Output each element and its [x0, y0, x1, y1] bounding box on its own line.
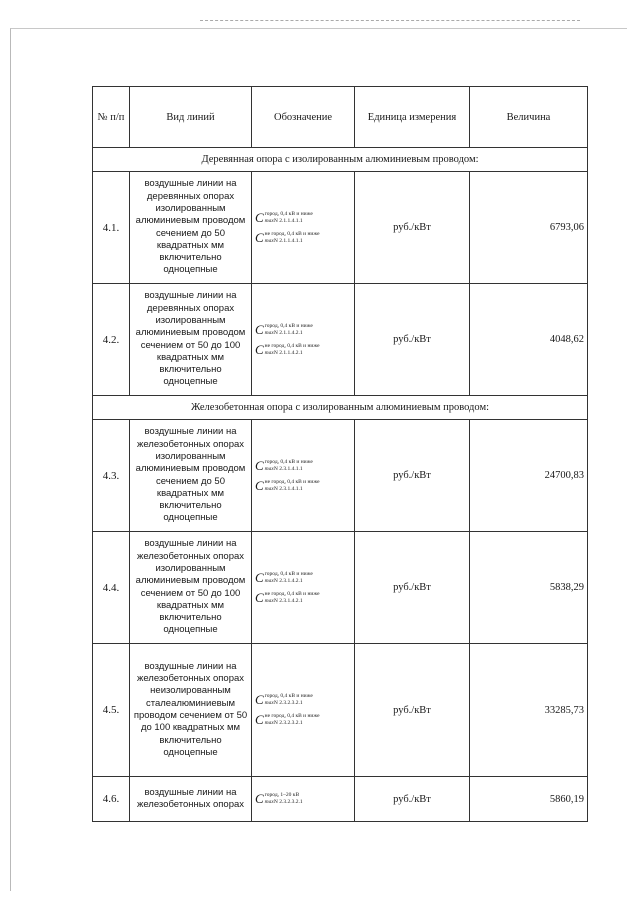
header-num: № п/п	[93, 87, 130, 148]
formula-subscript-max: max	[264, 700, 274, 706]
formula-subscript	[265, 350, 320, 357]
table-row	[93, 420, 588, 532]
formula-superscript: не город, 0,4 кВ и ниже	[264, 342, 320, 349]
designation-formula	[255, 231, 351, 245]
formula-subscript-max: max	[264, 329, 274, 336]
section-row	[93, 148, 588, 172]
formula-subscript-code: N 2.1.1.4.2.1	[273, 349, 303, 356]
row-value: 5860,19	[470, 777, 588, 822]
row-unit: руб./кВт	[355, 777, 470, 822]
row-value: 6793,06	[470, 172, 588, 284]
row-description: воздушные линии на железобетонных опорах изолированным алюминиевым проводом сечением от 50 до 100 квадратных мм включительно одноцепные	[130, 532, 252, 644]
row-designation	[252, 532, 355, 644]
table-row	[93, 284, 588, 396]
row-num: 4.5.	[93, 644, 130, 777]
row-designation	[252, 644, 355, 777]
table-row	[93, 172, 588, 284]
formula-subscript-max: max	[264, 597, 274, 604]
formula-symbol: C	[255, 589, 264, 605]
designation-formula	[255, 459, 351, 473]
formula-superscript: не город, 0,4 кВ и ниже	[264, 230, 320, 237]
formula-superscript: не город, 0,4 кВ и ниже	[264, 478, 320, 485]
designation-formula	[255, 479, 351, 493]
header-designation: Обозначение	[252, 87, 355, 148]
row-unit: руб./кВт	[355, 532, 470, 644]
row-description: воздушные линии на железобетонных опорах неизолированным сталеалюминиевым проводом сечением от 50 до 100 квадратных мм включительно одноцепные	[130, 644, 252, 777]
section-title: Деревянная опора с изолированным алюминиевым проводом:	[93, 148, 588, 172]
table-row	[93, 644, 588, 777]
designation-formula	[255, 323, 351, 337]
formula-subscript-code: N 2.3.2.3.2.1	[273, 700, 303, 706]
header-unit: Единица измерения	[355, 87, 470, 148]
row-designation	[252, 284, 355, 396]
formula-superscript: город, 0,4 кВ и ниже	[264, 322, 313, 329]
formula-subscript-code: N 2.3.1.4.2.1	[273, 597, 303, 604]
row-unit: руб./кВт	[355, 420, 470, 532]
formula-subscript	[265, 238, 320, 245]
table-row	[93, 777, 588, 822]
row-unit: руб./кВт	[355, 284, 470, 396]
formula-subscript	[265, 720, 320, 727]
designation-formula	[255, 211, 351, 225]
designation-formula	[255, 571, 351, 585]
row-num: 4.6.	[93, 777, 130, 822]
row-value: 33285,73	[470, 644, 588, 777]
formula-superscript: не город, 0,4 кВ и ниже	[264, 713, 320, 719]
section-row	[93, 396, 588, 420]
formula-subscript-max: max	[264, 217, 274, 224]
formula-subscript	[265, 218, 313, 225]
formula-symbol: C	[255, 457, 264, 473]
tariff-table	[92, 86, 588, 822]
designation-formula	[255, 693, 351, 707]
formula-superscript: город, 0,4 кВ и ниже	[264, 570, 313, 577]
row-designation	[252, 777, 355, 822]
formula-subscript-code: N 2.1.1.4.1.1	[273, 237, 303, 244]
row-unit: руб./кВт	[355, 172, 470, 284]
designation-formula	[255, 591, 351, 605]
formula-subscript-code: N 2.3.1.4.2.1	[273, 577, 303, 584]
table-row	[93, 532, 588, 644]
formula-superscript: город, 0,4 кВ и ниже	[264, 458, 313, 465]
row-designation	[252, 172, 355, 284]
formula-symbol: C	[255, 209, 264, 225]
table-header	[93, 87, 588, 148]
formula-subscript-code: N 2.3.1.4.1.1	[273, 485, 303, 492]
row-num: 4.2.	[93, 284, 130, 396]
formula-superscript: город, 0,4 кВ и ниже	[264, 693, 313, 699]
formula-subscript-code: N 2.1.1.4.1.1	[273, 217, 303, 224]
formula-subscript-max: max	[264, 485, 274, 492]
formula-subscript	[265, 598, 320, 605]
row-designation	[252, 420, 355, 532]
formula-subscript-code: N 2.3.2.3.2.1	[273, 720, 303, 726]
row-description: воздушные линии на деревянных опорах изолированным алюминиевым проводом сечением до 50 квадратных мм включительно одноцепные	[130, 172, 252, 284]
row-value: 24700,83	[470, 420, 588, 532]
formula-symbol: C	[255, 477, 264, 493]
formula-subscript	[265, 330, 313, 337]
formula-subscript-max: max	[264, 349, 274, 356]
row-description: воздушные линии на деревянных опорах изолированным алюминиевым проводом сечением от 50 до 100 квадратных мм включительно одноцепные	[130, 284, 252, 396]
formula-subscript-max: max	[264, 720, 274, 726]
formula-superscript: город, 0,4 кВ и ниже	[264, 210, 313, 217]
designation-formula	[255, 343, 351, 357]
row-value: 4048,62	[470, 284, 588, 396]
formula-symbol: C	[255, 229, 264, 245]
formula-subscript-max: max	[264, 465, 274, 472]
formula-subscript-max: max	[264, 799, 274, 805]
formula-subscript	[265, 578, 313, 585]
formula-superscript: не город, 0,4 кВ и ниже	[264, 590, 320, 597]
designation-formula	[255, 713, 351, 727]
header-value: Величина	[470, 87, 588, 148]
formula-symbol: C	[255, 791, 264, 806]
row-value: 5838,29	[470, 532, 588, 644]
row-num: 4.4.	[93, 532, 130, 644]
row-unit: руб./кВт	[355, 644, 470, 777]
header-line-type: Вид линий	[130, 87, 252, 148]
formula-subscript-code: N 2.3.2.3.2.1	[273, 799, 303, 805]
row-description: воздушные линии на железобетонных опорах изолированным алюминиевым проводом сечением до 50 квадратных мм включительно одноцепные	[130, 420, 252, 532]
formula-superscript: город, 1–20 кВ	[264, 792, 300, 798]
formula-subscript-max: max	[264, 237, 274, 244]
formula-subscript-max: max	[264, 577, 274, 584]
formula-symbol: C	[255, 569, 264, 585]
scan-noise	[200, 20, 580, 23]
formula-symbol: C	[255, 341, 264, 357]
formula-subscript	[265, 466, 313, 473]
formula-symbol: C	[255, 712, 264, 727]
section-title: Железобетонная опора с изолированным алюминиевым проводом:	[93, 396, 588, 420]
designation-formula	[255, 792, 351, 806]
formula-subscript-code: N 2.1.1.4.2.1	[273, 329, 303, 336]
formula-subscript-code: N 2.3.1.4.1.1	[273, 465, 303, 472]
row-num: 4.1.	[93, 172, 130, 284]
formula-subscript	[265, 700, 313, 707]
formula-subscript	[265, 486, 320, 493]
formula-symbol: C	[255, 321, 264, 337]
row-num: 4.3.	[93, 420, 130, 532]
formula-symbol: C	[255, 692, 264, 707]
row-description: воздушные линии на железобетонных опорах	[130, 777, 252, 822]
formula-subscript	[265, 799, 303, 806]
